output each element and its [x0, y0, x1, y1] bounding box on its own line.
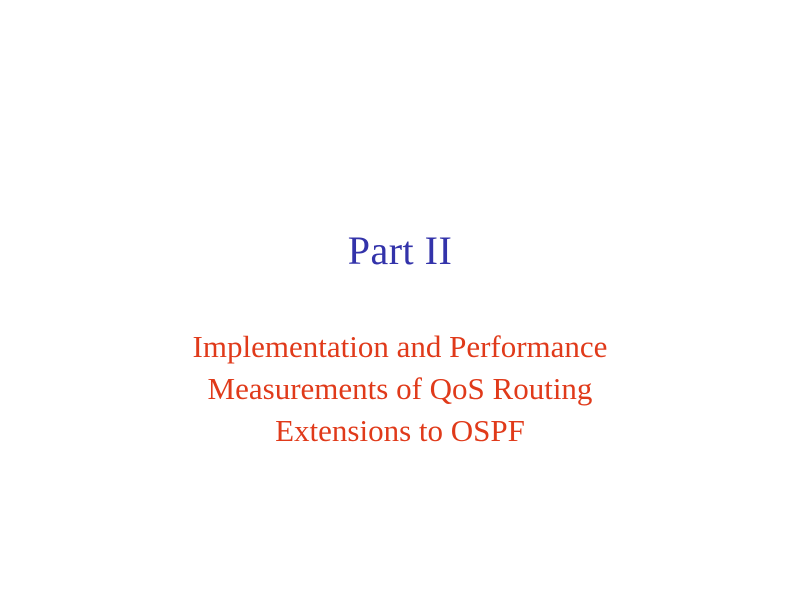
subtitle-line-3: Extensions to OSPF: [275, 413, 525, 448]
page-title: Part II: [347, 228, 453, 273]
subtitle-line-2: Measurements of QoS Routing: [207, 371, 593, 406]
slide-subtitle: [120, 326, 680, 452]
subtitle-line-1: Implementation and Performance: [192, 329, 608, 364]
